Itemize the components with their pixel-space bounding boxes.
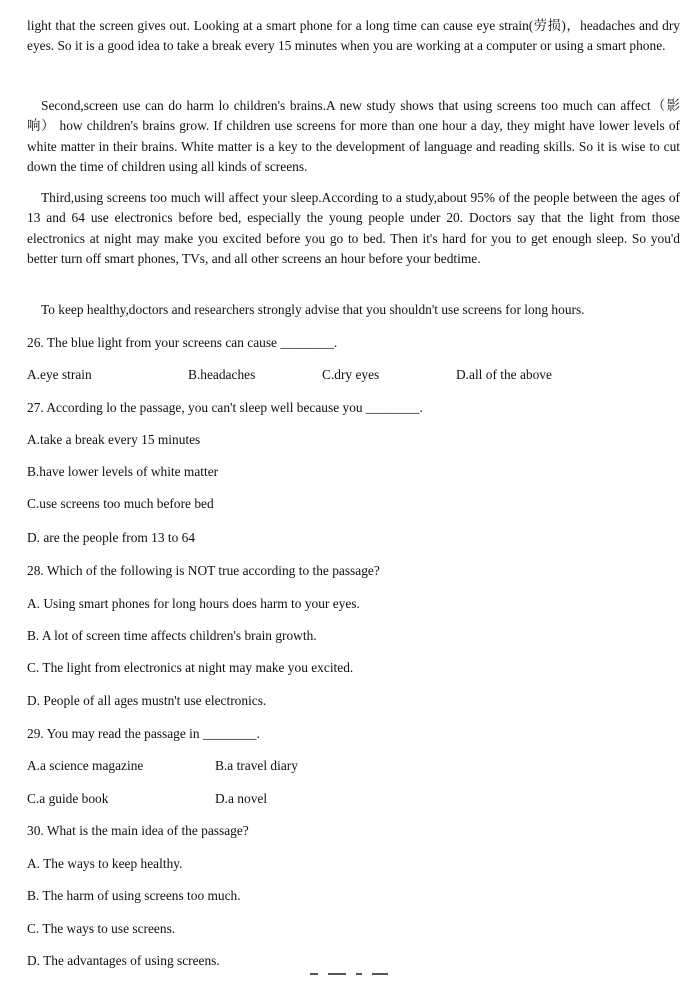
question-29-option-a: A.a science magazine bbox=[27, 758, 144, 773]
question-26-option-c: C.dry eyes bbox=[322, 367, 380, 382]
question-28-option-d: D. People of all ages mustn't use electronics. bbox=[27, 693, 267, 708]
question-27-stem: 27. According lo the passage, you can't sleep well because you ________. bbox=[27, 400, 423, 415]
question-28-stem: 28. Which of the following is NOT true according to the passage? bbox=[27, 563, 380, 578]
question-28-option-a: A. Using smart phones for long hours does harm to your eyes. bbox=[27, 596, 360, 611]
question-28-option-c: C. The light from electronics at night may make you excited. bbox=[27, 660, 354, 675]
passage-paragraph-3: Third,using screens too much will affect your sleep.According to a study,about 95% of the people between the ages of 13 and 64 use electronics before bed, especially the young people under 20. Doctors say that the light from those electronics at night may make you excited before you go to bed. Then it's hard for you to get enough sleep. So you'd better turn off smart phones, TVs, and all other screens an hour before your bedtime. bbox=[27, 190, 680, 267]
question-30-option-a: A. The ways to keep healthy. bbox=[27, 856, 183, 871]
passage-paragraph-2: Second,screen use can do harm lo children's brains.A new study shows that using screens too much can affect（影响） how children's brains grow. If children use screens for more than one hour a day, they might have lower levels of white matter in their brains. White matter is a key to the development of language and reading skills. So it is wise to cut down the time of children using all kinds of screens. bbox=[27, 98, 680, 175]
passage-paragraph-1: light that the screen gives out. Looking at a smart phone for a long time can cause eye strain(劳损)，headaches and dry eyes. So it is a good idea to take a break every 15 minutes when you are working at a computer or using a smart phone. bbox=[27, 18, 680, 54]
question-30-stem: 30. What is the main idea of the passage? bbox=[27, 823, 249, 838]
question-27-option-c: C.use screens too much before bed bbox=[27, 496, 214, 511]
question-26-option-b: B.headaches bbox=[188, 367, 256, 382]
question-28-option-b: B. A lot of screen time affects children's brain growth. bbox=[27, 628, 317, 643]
page-footer-marks bbox=[310, 973, 400, 981]
passage-paragraph-4: To keep healthy,doctors and researchers strongly advise that you shouldn't use screens for long hours. bbox=[41, 302, 585, 317]
question-30-option-b: B. The harm of using screens too much. bbox=[27, 888, 241, 903]
question-27-option-d: D. are the people from 13 to 64 bbox=[27, 530, 196, 545]
question-29-stem: 29. You may read the passage in ________. bbox=[27, 726, 260, 741]
question-29-option-b: B.a travel diary bbox=[215, 758, 298, 773]
question-29-option-d: D.a novel bbox=[215, 791, 268, 806]
question-26-stem: 26. The blue light from your screens can cause ________. bbox=[27, 335, 338, 350]
question-27-option-a: A.take a break every 15 minutes bbox=[27, 432, 201, 447]
question-27-option-b: B.have lower levels of white matter bbox=[27, 464, 219, 479]
question-29-option-c: C.a guide book bbox=[27, 791, 109, 806]
question-30-option-c: C. The ways to use screens. bbox=[27, 921, 176, 936]
question-30-option-d: D. The advantages of using screens. bbox=[27, 953, 220, 968]
question-26-option-d: D.all of the above bbox=[456, 367, 552, 382]
question-26-option-a: A.eye strain bbox=[27, 367, 92, 382]
